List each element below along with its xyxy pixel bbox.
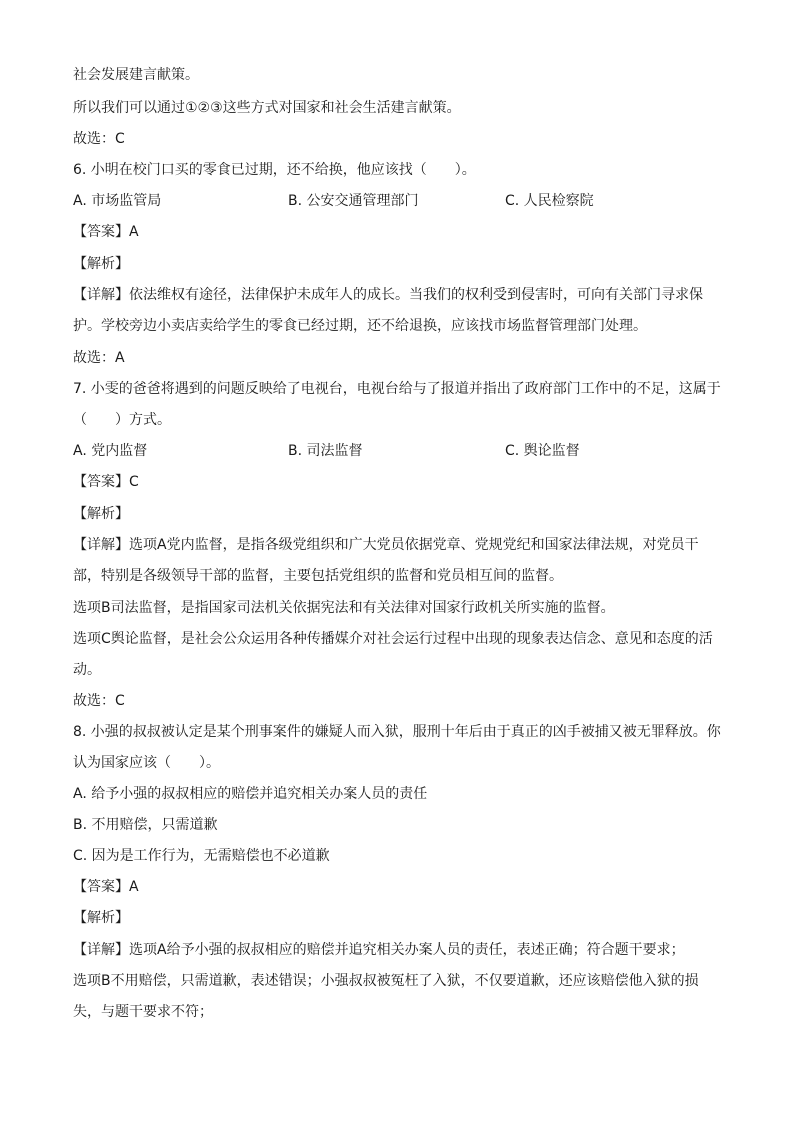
q8-option-a: A. 给予小强的叔叔相应的赔偿并追究相关办案人员的责任 xyxy=(73,786,428,802)
q6-option-c: C. 人民检察院 xyxy=(505,193,594,209)
q6-option-a: A. 市场监管局 xyxy=(73,193,162,209)
analysis-label: 【解析】 xyxy=(73,910,129,926)
detail-text: 【详解】依法维权有途径，法律保护未成年人的成长。当我们的权利受到侵害时，可向有关部门寻求保 xyxy=(73,287,703,303)
detail-text: 选项C舆论监督，是社会公众运用各种传播媒介对社会运行过程中出现的现象表达信念、意见和态度的活 xyxy=(73,631,713,647)
q8-option-b: B. 不用赔偿，只需道歉 xyxy=(73,817,218,833)
answer-choice-line: 故选：A xyxy=(73,350,125,366)
detail-text: 选项B不用赔偿，只需道歉，表述错误；小强叔叔被冤枉了入狱，不仅要道歉，还应该赔偿他入狱的损 xyxy=(73,973,699,989)
detail-text: 失，与题干要求不符； xyxy=(73,1004,213,1020)
detail-text: 部，特别是各级领导干部的监督，主要包括党组织的监督和党员相互间的监督。 xyxy=(73,568,563,584)
text-line: 社会发展建言献策。 xyxy=(73,67,199,83)
analysis-label: 【解析】 xyxy=(73,256,129,272)
answer-label: 【答案】A xyxy=(73,224,139,240)
question-8: 8. 小强的叔叔被认定是某个刑事案件的嫌疑人而入狱，服刑十年后由于真正的凶手被捕又被无罪释放。你 xyxy=(73,724,721,740)
detail-text: 【详解】选项A党内监督，是指各级党组织和广大党员依据党章、党规党纪和国家法律法规，对党员干 xyxy=(73,537,699,553)
q6-option-b: B. 公安交通管理部门 xyxy=(288,193,419,209)
answer-label: 【答案】C xyxy=(73,474,139,490)
question-8: 认为国家应该（ ）。 xyxy=(73,755,220,771)
detail-text: 护。学校旁边小卖店卖给学生的零食已经过期，还不给退换，应该找市场监督管理部门处理。 xyxy=(73,318,647,334)
q7-option-b: B. 司法监督 xyxy=(288,443,363,459)
answer-choice-line: 故选：C xyxy=(73,131,125,147)
q8-option-c: C. 因为是工作行为，无需赔偿也不必道歉 xyxy=(73,848,330,864)
detail-text: 动。 xyxy=(73,662,101,678)
answer-choice-line: 故选：C xyxy=(73,693,125,709)
question-7: （ ）方式。 xyxy=(73,412,171,428)
q7-option-a: A. 党内监督 xyxy=(73,443,148,459)
analysis-label: 【解析】 xyxy=(73,506,129,522)
answer-label: 【答案】A xyxy=(73,879,139,895)
detail-text: 【详解】选项A给予小强的叔叔相应的赔偿并追究相关办案人员的责任，表述正确；符合题干要求； xyxy=(73,942,685,958)
question-6: 6. 小明在校门口买的零食已过期，还不给换，他应该找（ ）。 xyxy=(73,162,476,178)
q7-option-c: C. 舆论监督 xyxy=(505,443,580,459)
text-line: 所以我们可以通过①②③这些方式对国家和社会生活建言献策。 xyxy=(73,100,461,116)
question-7: 7. 小雯的爸爸将遇到的问题反映给了电视台，电视台给与了报道并指出了政府部门工作中的不足，这属于 xyxy=(73,381,721,397)
detail-text: 选项B司法监督，是指国家司法机关依据宪法和有关法律对国家行政机关所实施的监督。 xyxy=(73,600,615,616)
